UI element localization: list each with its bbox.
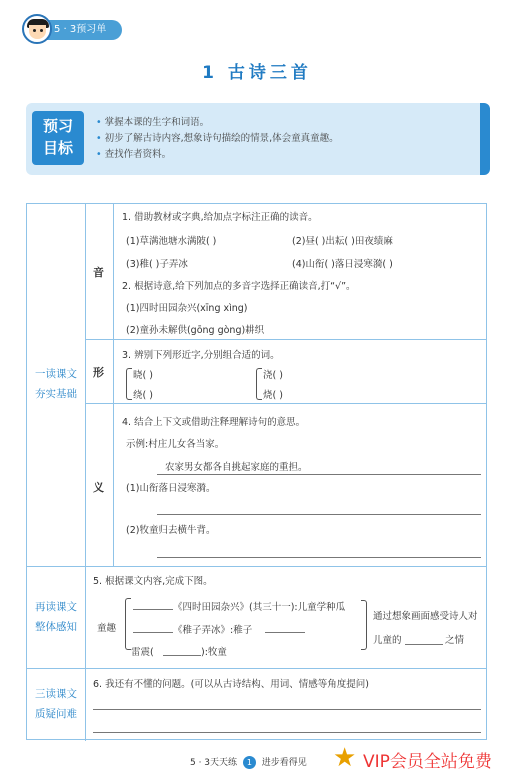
col-divider [113,204,114,566]
question-4: 4. 结合上下文或借助注释理解诗句的意思。 [122,417,306,428]
sub-label-yin: 音 [93,266,104,279]
worksheet-table [26,203,487,740]
goals-list [96,115,339,163]
goals-label [32,111,84,165]
phrase-1: (1)山衔落日浸寒漪。 [126,483,216,494]
diagram-row-3a: 雷震( [131,647,154,658]
pinyin-item-2[interactable]: (2)昼( )出耘( )田夜绩麻 [292,236,393,247]
word-blank-4[interactable]: 烧( ) [263,390,283,401]
row-divider [27,566,487,567]
blank-line[interactable] [265,632,305,633]
vip-watermark [333,745,514,775]
blank-line[interactable] [133,632,173,633]
goal-item: • 初步了解古诗内容,想象诗句描绘的情景,体会童真童趣。 [96,131,339,147]
word-blank-3[interactable]: 浇( ) [263,370,283,381]
diagram-right-1: 通过想象画面感受诗人对 [373,611,478,622]
diagram-row-1: 《四时田园杂兴》(其三十一):儿童学种瓜 [173,602,346,613]
polyphone-item-2[interactable]: (2)童孙未解供(gōng gòng)耕织 [126,325,265,336]
brace [125,598,131,650]
goals-box-edge [480,103,490,175]
question-6: 6. 我还有不懂的问题。(可以从古诗结构、用词、情感等角度提问) [93,679,369,690]
section-label-text: 三读课文 [35,688,77,700]
diagram-row-3b: ):牧童 [201,647,227,658]
star-icon: ★ [333,743,357,773]
section-label-text: 一读课文 [35,368,77,380]
col-divider [85,566,86,741]
section-label-2 [27,597,85,637]
section-label-3 [27,684,85,724]
answer-line[interactable] [157,557,481,558]
pinyin-item-3[interactable]: (3)稚( )子弄冰 [126,259,188,270]
polyphone-item-1[interactable]: (1)四时田园杂兴(xīng xìng) [126,303,248,314]
answer-line[interactable] [157,514,481,515]
goals-label-line2: 目标 [42,139,73,157]
blank-line[interactable] [405,644,443,645]
mascot-avatar-icon [22,14,52,44]
phrase-2: (2)牧童归去横牛背。 [126,525,216,536]
section-label-text: 质疑问难 [35,708,77,720]
pinyin-item-4[interactable]: (4)山衔( )落日浸寒漪( ) [292,259,393,270]
brace [126,368,132,400]
vip-watermark-text: VIP会员全站免费 [363,752,492,772]
sub-label-xing: 形 [93,366,104,379]
word-blank-2[interactable]: 绕( ) [133,390,153,401]
question-5: 5. 根据课文内容,完成下图。 [93,576,213,587]
footer-right: 进步看得见 [261,758,307,768]
diagram-left-label: 童趣 [97,623,117,634]
diagram-right-2a: 儿童的 [373,635,402,646]
row-divider [27,668,487,669]
pinyin-item-1[interactable]: (1)草满池塘水满陂( ) [126,236,217,247]
question-1: 1. 借助教材或字典,给加点字标注正确的读音。 [122,212,318,223]
col-divider [85,204,86,566]
header-badge-text: 5 · 3预习单 [54,24,107,35]
word-blank-1[interactable]: 晓( ) [133,370,153,381]
footer [190,755,307,769]
answer-line[interactable] [93,709,481,710]
row-divider [85,339,487,340]
diagram-row-2: 《稚子弄冰》:稚子 [173,625,253,636]
brace [256,368,262,400]
example-answer: 农家男女都各自挑起家庭的重担。 [165,462,308,473]
section-label-1 [27,364,85,404]
diagram-right-2b: 之情 [445,635,465,646]
section-label-text: 整体感知 [35,621,77,633]
question-3: 3. 辨别下列形近字,分别组合适的词。 [122,350,280,361]
example-label: 示例:村庄儿女各当家。 [126,439,225,450]
question-2: 2. 根据诗意,给下列加点的多音字选择正确读音,打“√”。 [122,281,356,292]
sub-label-yi: 义 [93,481,104,494]
footer-page-number: 1 [243,756,256,769]
blank-line[interactable] [133,609,173,610]
brace [361,600,367,650]
answer-line [157,474,481,475]
blank-line[interactable] [163,655,201,656]
footer-left: 5 · 3天天练 [190,758,238,768]
answer-line[interactable] [93,732,481,733]
page-title: 1 古诗三首 [202,63,312,83]
goal-item: • 查找作者资料。 [96,147,339,163]
row-divider [85,403,487,404]
section-label-text: 夯实基础 [35,388,77,400]
goal-item: • 掌握本课的生字和词语。 [96,115,339,131]
goals-label-line1: 预习 [42,117,73,135]
section-label-text: 再读课文 [35,601,77,613]
